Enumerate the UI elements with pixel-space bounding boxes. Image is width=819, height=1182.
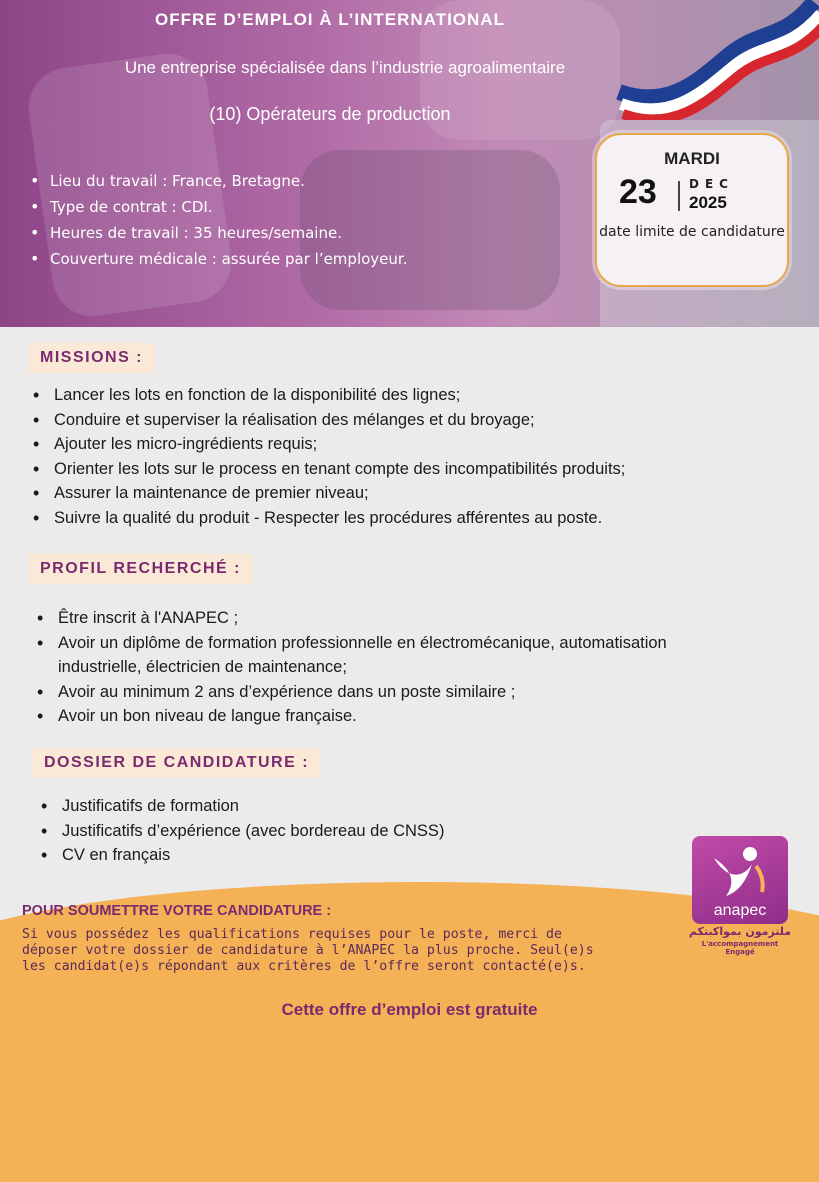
submit-instructions: Si vous possédez les qualifications requises pour le poste, merci de déposer votre dossier de candidature à l’ANAPEC la plus proche. Seul(e)s les candidat(e)s répondant aux critères de l’offre seront contacté(e)s.: [22, 927, 594, 974]
list-item: • Avoir un diplôme de formation professionnelle en électromécanique, automatisation industrielle, électricien de maintenance;: [34, 631, 754, 680]
offer-title: OFFRE D’EMPLOI À L’INTERNATIONAL: [155, 10, 505, 29]
deadline-date: 23: [619, 173, 657, 211]
list-item: • Conduire et superviser la réalisation des mélanges et du broyage;: [30, 408, 810, 433]
free-offer-note: Cette offre d’emploi est gratuite: [281, 1000, 538, 1019]
profile-heading: PROFIL RECHERCHÉ :: [28, 554, 253, 584]
list-item: • Avoir au minimum 2 ans d’expérience dans un poste similaire ;: [34, 680, 754, 705]
missions-heading: MISSIONS :: [28, 343, 155, 373]
deadline-month: DEC: [689, 177, 734, 191]
position-title: (10) Opérateurs de production: [209, 104, 451, 124]
logo-tagline: L'accompagnement Engagé: [701, 940, 779, 956]
deadline-day: MARDI: [664, 149, 720, 168]
list-item: • Avoir un bon niveau de langue française.: [34, 704, 754, 729]
logo-arabic-slogan: ملتزمون بمواكبتكم: [688, 925, 792, 938]
deadline-year: 2025: [689, 193, 727, 212]
missions-list: [30, 383, 810, 530]
french-flag-ribbon-icon: [609, 0, 819, 120]
logo-wordmark: anapec: [713, 902, 767, 919]
list-item: • Lancer les lots en fonction de la disponibilité des lignes;: [30, 383, 810, 408]
profile-list: [34, 606, 754, 729]
detail-coverage: • Couverture médicale : assurée par l’employeur.: [30, 246, 407, 272]
job-details-list: [30, 168, 407, 272]
list-item: • Justificatifs de formation: [38, 794, 638, 819]
list-item: • Être inscrit à l'ANAPEC ;: [34, 606, 754, 631]
list-item: • Justificatifs d’expérience (avec bordereau de CNSS): [38, 819, 638, 844]
deadline-card: [595, 133, 789, 287]
detail-contract: • Type de contrat : CDI.: [30, 194, 407, 220]
anapec-logo: [692, 836, 788, 924]
dossier-list: [38, 794, 638, 868]
header-banner: [0, 0, 819, 327]
list-item: • Ajouter les micro-ingrédients requis;: [30, 432, 810, 457]
deadline-note: date limite de candidature: [599, 224, 785, 240]
list-item: • Suivre la qualité du produit - Respecter les procédures afférentes au poste.: [30, 506, 810, 531]
detail-location: • Lieu du travail : France, Bretagne.: [30, 168, 407, 194]
list-item: • Orienter les lots sur le process en tenant compte des incompatibilités produits;: [30, 457, 810, 482]
list-item: • CV en français: [38, 843, 638, 868]
list-item: • Assurer la maintenance de premier niveau;: [30, 481, 810, 506]
deadline-divider: [678, 181, 680, 211]
company-description: Une entreprise spécialisée dans l’industrie agroalimentaire: [124, 58, 566, 77]
dossier-heading: DOSSIER DE CANDIDATURE :: [32, 748, 321, 778]
anapec-figure-icon: [692, 836, 788, 902]
detail-hours: • Heures de travail : 35 heures/semaine.: [30, 220, 407, 246]
submit-heading: POUR SOUMETTRE VOTRE CANDIDATURE :: [22, 903, 332, 919]
